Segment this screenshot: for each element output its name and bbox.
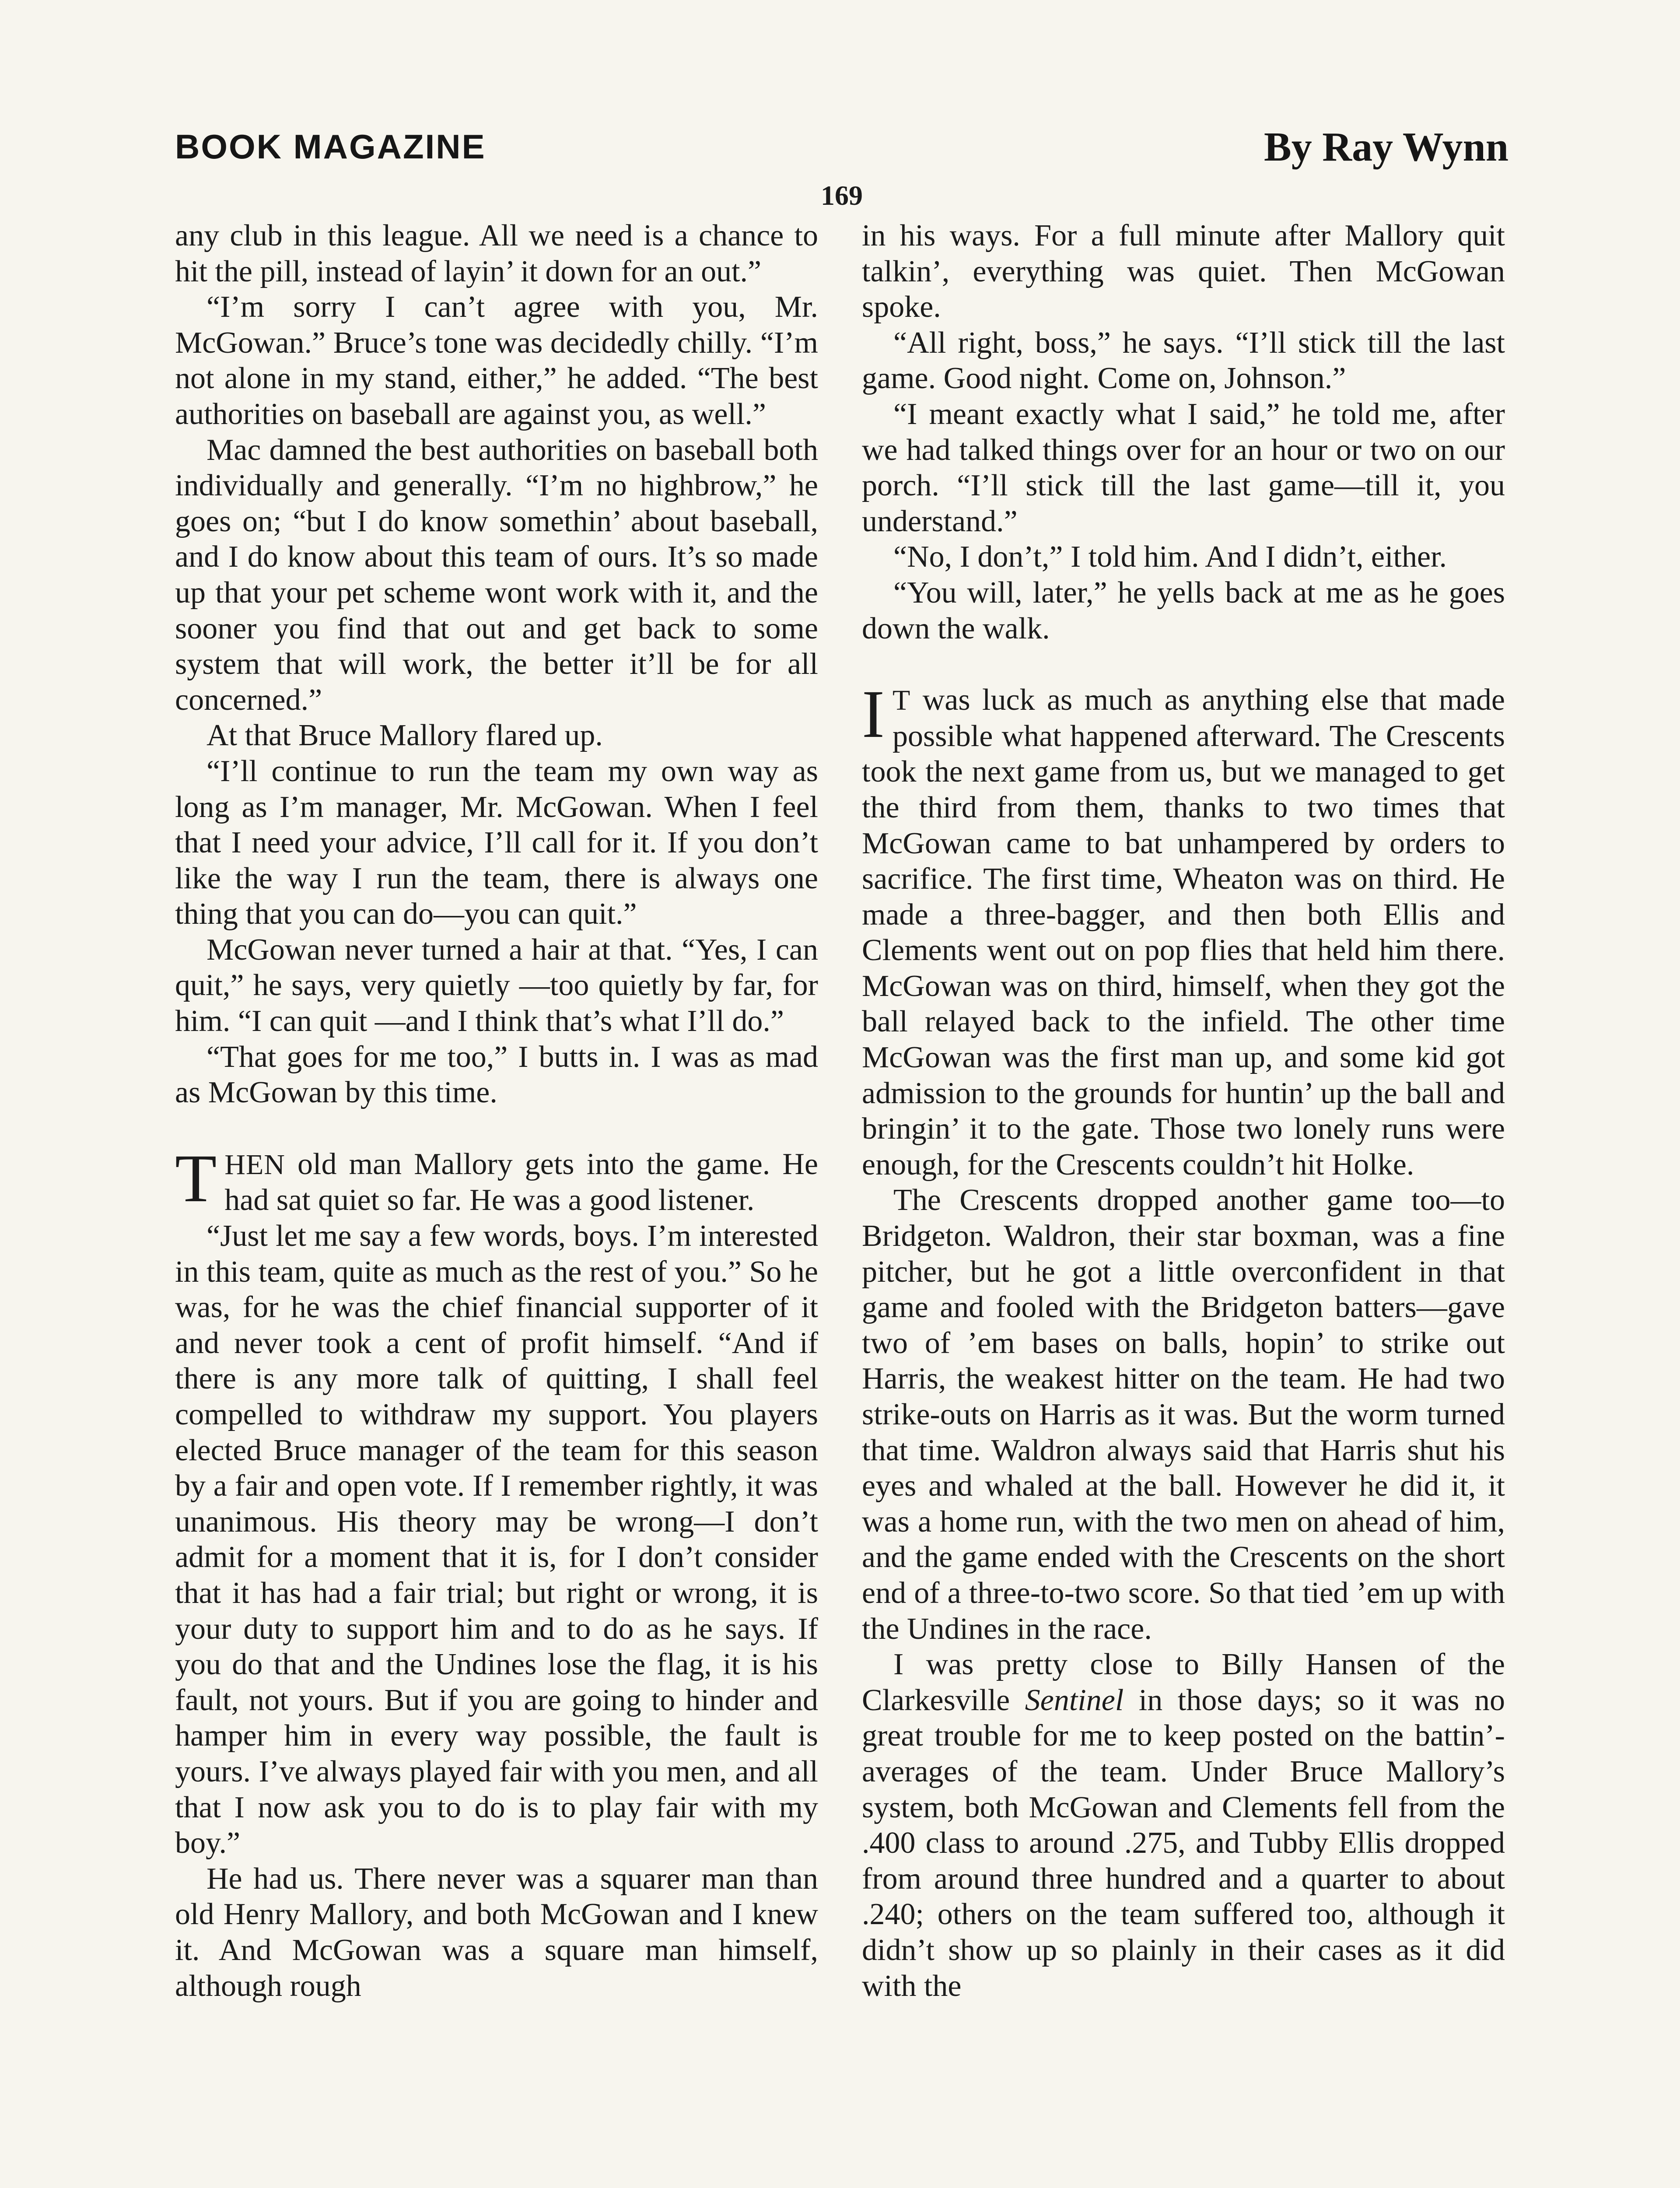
drop-cap: T xyxy=(175,1140,217,1216)
paragraph: “That goes for me too,” I butts in. I was as mad as McGowan by this time. xyxy=(175,1040,818,1110)
paragraph: in his ways. For a full minute after Mallory quit talkin’, everything was quiet. Then McGowan spoke. xyxy=(862,219,1505,324)
paragraph: At that Bruce Mallory flared up. xyxy=(206,719,603,753)
paragraph: McGowan never turned a hair at that. “Yes, I can quit,” he says, very quietly —too quietly by far, for him. “I can quit —and I think that’s what I’ll do.” xyxy=(175,933,818,1038)
left-column xyxy=(175,218,818,2188)
lead-in-caps: HEN xyxy=(224,1148,285,1181)
paragraph-text: in those days; so it was no great trouble for me to keep posted on the battin’-averages of the team. Under Bruce Mallory’s system, both McGowan and Clements fell from the .400 class to around .275, and Tubby Ellis dropped from around three hundred and a quarter to about .240; others on the team suffered too, although it didn’t show up so plainly in their cases as it did with the xyxy=(862,1683,1505,2003)
lead-in-caps: T xyxy=(892,684,911,717)
paragraph: He had us. There never was a squarer man than old Henry Mallory, and both McGowan and I knew it. And McGowan was a square man himself, although rough xyxy=(175,1862,818,2003)
paragraph: Mac damned the best authorities on baseball both individually and generally. “I’m no highbrow,” he goes on; “but I do know somethin’ about baseball, and I do know about this team of ours. It’s so made up that your pet scheme wont work with it, and the sooner you find that out and get back to some system that will work, the better it’ll be for all concerned.” xyxy=(175,433,818,717)
paragraph: “I’m sorry I can’t agree with you, Mr. McGowan.” Bruce’s tone was decidedly chilly. “I’m not alone in my stand, either,” he added. “The best authorities on baseball are against you, as well.” xyxy=(175,290,818,431)
publication-title: BOOK MAGAZINE xyxy=(175,127,486,166)
section-opening-paragraph xyxy=(862,676,1505,1182)
byline: By Ray Wynn xyxy=(1264,124,1508,170)
paragraph: “No, I don’t,” I told him. And I didn’t, either. xyxy=(893,540,1447,574)
paragraph: “All right, boss,” he says. “I’ll stick till the last game. Good night. Come on, Johnson.” xyxy=(862,326,1505,396)
paragraph: “I meant exactly what I said,” he told me, after we had talked things over for an hour or two on our porch. “I’ll stick till the last game—till it, you understand.” xyxy=(862,397,1505,538)
paragraph-text: was luck as much as anything else that made possible what happened afterward. The Crescents took the next game from us, but we managed to get the third from them, thanks to two times that McGowan came to bat unhampered by orders to sacrifice. The first time, Wheaton was on third. He made a three-bagger, and then both Ellis and Clements went out on pop flies that held him there. McGowan was on third, himself, when they got the ball relayed back to the infield. The other time McGowan was the first man up, and some kid got admission to the grounds for huntin’ up the ball and bringin’ it to the gate. Those two lonely runs were enough, for the Crescents couldn’t hit Holke. xyxy=(862,683,1505,1182)
drop-cap: I xyxy=(862,676,885,752)
section-opening-paragraph xyxy=(175,1140,818,1218)
paragraph: The Crescents dropped another game too—to Bridgeton. Waldron, their star boxman, was a fine pitcher, but he got a little overconfident in that game and fooled with the Bridgeton batters—gave two of ’em bases on balls, hopin’ to strike out Harris, the weakest hitter on the team. He had two strike-outs on Harris as it was. But the worm turned that time. Waldron always said that Harris shut his eyes and whaled at the ball. However he did it, it was a home run, with the two men on ahead of him, and the game ended with the Crescents on the short end of a three-to-two score. So that tied ’em up with the Undines in the race. xyxy=(862,1183,1505,1646)
paragraph: “Just let me say a few words, boys. I’m interested in this team, quite as much as the rest of you.” So he was, for he was the chief financial supporter of it and never took a cent of profit himself. “And if there is any more talk of quitting, I shall feel compelled to withdraw my support. You players elected Bruce manager of the team for this season by a fair and open vote. If I remember rightly, it was unanimous. His theory may be wrong—I don’t admit for a moment that it is, for I don’t consider that it has had a fair trial; but right or wrong, it is your duty to support him and to do as he says. If you do that and the Undines lose the flag, it is his fault, not yours. But if you are going to hinder and hamper him in every way possible, the fault is yours. I’ve always played fair with you men, and all that I now ask you to do is to play fair with my boy.” xyxy=(175,1219,818,1860)
page-number: 169 xyxy=(821,180,863,211)
paragraph: any club in this league. All we need is a chance to hit the pill, instead of layin’ it down for an out.” xyxy=(175,219,818,288)
right-column xyxy=(862,218,1505,2188)
newspaper-title: Sentinel xyxy=(1025,1683,1124,1717)
paragraph-text: old man Mallory gets into the game. He had sat quiet so far. He was a good listener. xyxy=(224,1147,818,1217)
paragraph: “I’ll continue to run the team my own way as long as I’m manager, Mr. McGowan. When I feel that I need your advice, I’ll call for it. If you don’t like the way I run the team, there is always one thing that you can do—you can quit.” xyxy=(175,754,818,931)
paragraph xyxy=(862,1647,1505,2004)
paragraph: “You will, later,” he yells back at me as he goes down the walk. xyxy=(862,575,1505,645)
paragraph-text: I was pretty close to Billy Hansen of the Clarkesville xyxy=(862,1648,1505,1717)
